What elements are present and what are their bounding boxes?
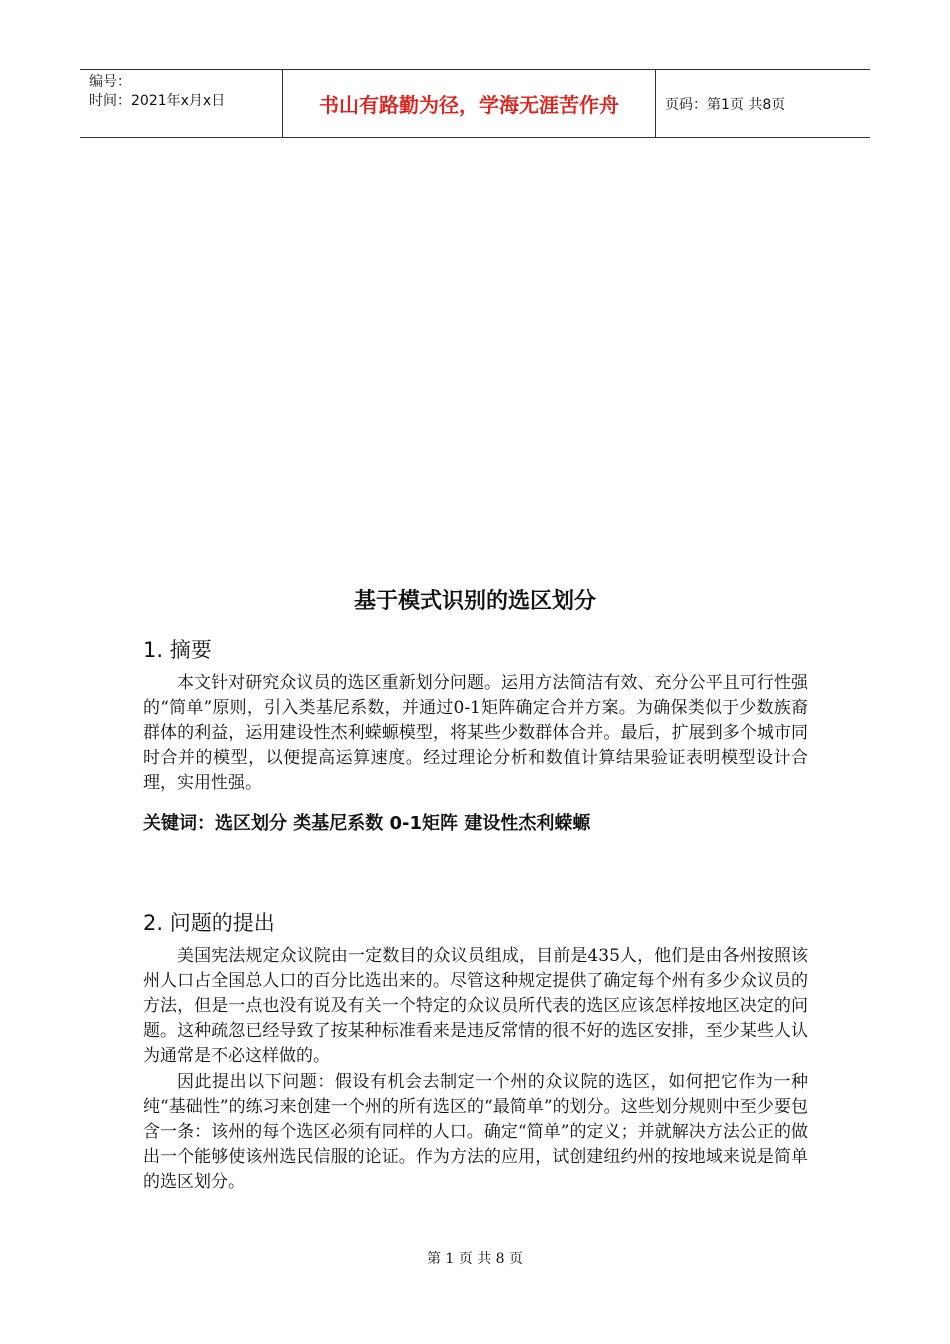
motto: 书山有路勤为径，学海无涯苦作舟	[283, 70, 656, 137]
number-label: 编号：	[89, 74, 131, 90]
problem-paragraph-1: 美国宪法规定众议院由一定数目的众议员组成，目前是435人，他们是由各州按照该州人口占全国总人口的百分比选出来的。尽管这种规定提供了确定每个州有多少众议员的方法，但是一点也没有说及有关一个特定的众议员所代表的选区应该怎样按地区决定的问题。这种疏忽已经导致了按某种标准看来是违反常情的很不好的选区安排，至少某些人认为通常是不必这样做的。	[143, 946, 808, 1066]
header-info-cell	[80, 70, 283, 137]
page-footer: 第 1 页 共 8 页	[426, 1251, 524, 1267]
keywords: 关键词：选区划分 类基尼系数 0-1矩阵 建设性杰利蝾螈	[143, 813, 591, 834]
section-heading-abstract: 1. 摘要	[143, 638, 212, 662]
header-table	[80, 69, 870, 138]
abstract-paragraph: 本文针对研究众议员的选区重新划分问题。运用方法简洁有效、充分公平且可行性强的“简单”原则，引入类基尼系数，并通过0-1矩阵确定合并方案。为确保类似于少数族裔群体的利益，运用建设性杰利蝾螈模型，将某些少数群体合并。最后，扩展到多个城市同时合并的模型，以便提高运算速度。经过理论分析和数值计算结果验证表明模型设计合理，实用性强。	[143, 673, 808, 793]
page-label: 页码：第1页 共8页	[665, 96, 786, 113]
document-title: 基于模式识别的选区划分	[353, 589, 596, 614]
problem-paragraph-2: 因此提出以下问题：假设有机会去制定一个州的众议院的选区，如何把它作为一种纯“基础性”的练习来创建一个州的所有选区的“最简单”的划分。这些划分规则中至少要包含一条：该州的每个选区必须有同样的人口。确定“简单”的定义；并就解决方法公正的做出一个能够使该州选民信服的论证。作为方法的应用，试创建纽约州的按地域来说是简单的选区划分。	[143, 1072, 808, 1192]
time-label: 时间：2021年x月x日	[89, 93, 226, 109]
section-heading-problem: 2. 问题的提出	[143, 911, 275, 935]
